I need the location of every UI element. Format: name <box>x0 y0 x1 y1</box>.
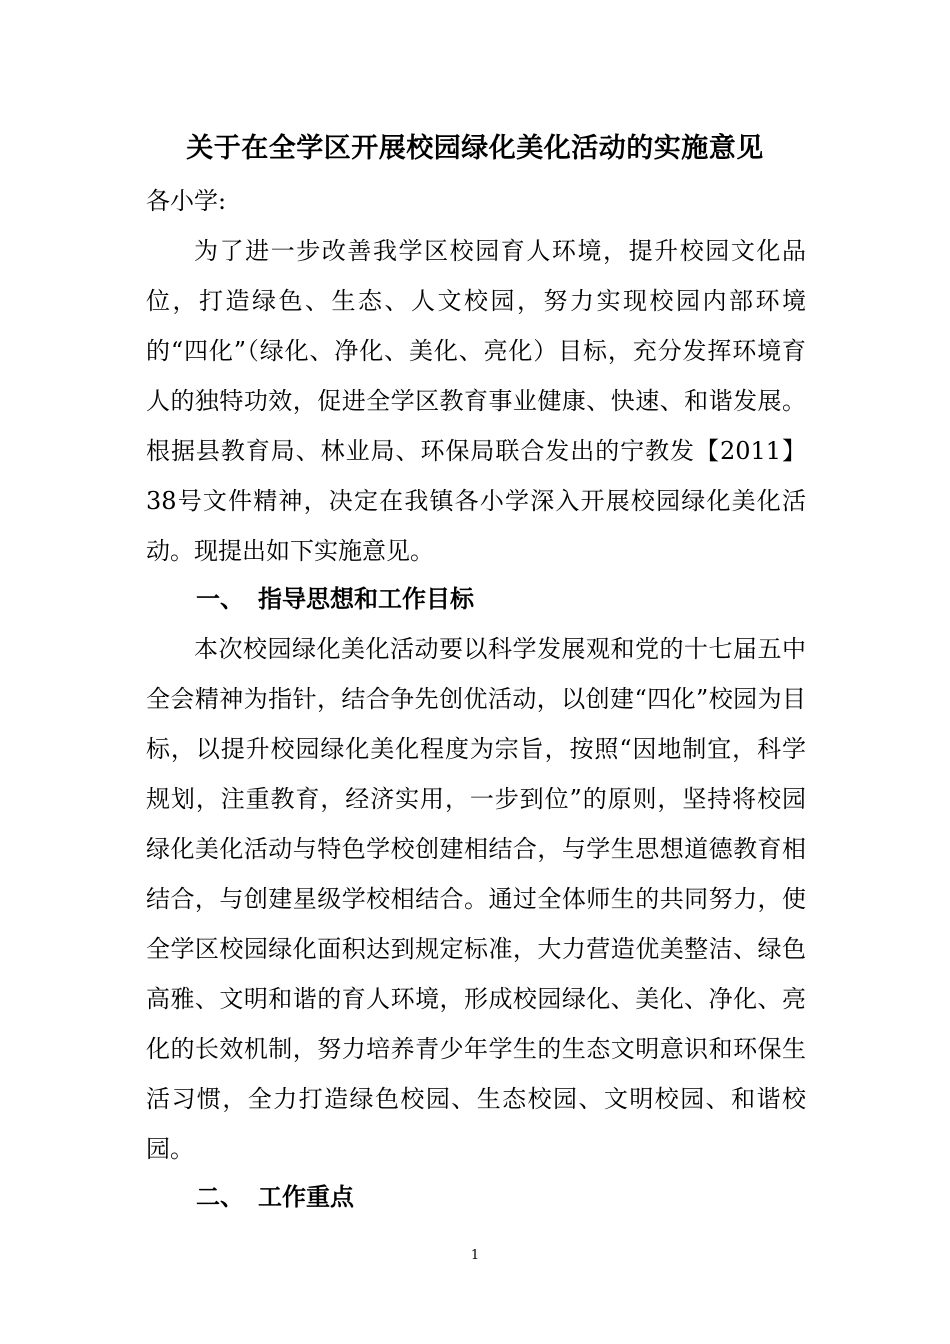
salutation: 各小学: <box>146 187 227 215</box>
section-heading-guiding-ideology <box>196 574 474 624</box>
section-heading-text: 指导思想和工作目标 <box>258 585 474 613</box>
section-number: 二、 <box>196 1183 244 1211</box>
page-number: 1 <box>470 1248 480 1263</box>
section-number: 一、 <box>196 585 244 613</box>
paragraph-intro: 为了进一步改善我学区校园育人环境，提升校园文化品位，打造绿色、生态、人文校园，努力实现校园内部环境的“四化”（绿化、净化、美化、亮化）目标，充分发挥环境育人的独特功效，促进全学区教育事业健康、快速、和谐发展。根据县教育局、林业局、环保局联合发出的宁教发【2011】38号文件精神，决定在我镇各小学深入开展校园绿化美化活动。现提出如下实施意见。 <box>146 237 806 565</box>
document-title: 关于在全学区开展校园绿化美化活动的实施意见 <box>186 133 764 164</box>
section-heading-work-focus <box>196 1172 354 1222</box>
paragraph-guiding-ideology: 本次校园绿化美化活动要以科学发展观和党的十七届五中全会精神为指针，结合争先创优活动，以创建“四化”校园为目标，以提升校园绿化美化程度为宗旨，按照“因地制宜，科学规划，注重教育，经济实用，一步到位”的原则，坚持将校园绿化美化活动与特色学校创建相结合，与学生思想道德教育相结合，与创建星级学校相结合。通过全体师生的共同努力，使全学区校园绿化面积达到规定标准，大力营造优美整洁、绿色高雅、文明和谐的育人环境，形成校园绿化、美化、净化、亮化的长效机制，努力培养青少年学生的生态文明意识和环保生活习惯，全力打造绿色校园、生态校园、文明校园、和谐校园。 <box>146 635 806 1163</box>
section-heading-text: 工作重点 <box>258 1183 354 1211</box>
